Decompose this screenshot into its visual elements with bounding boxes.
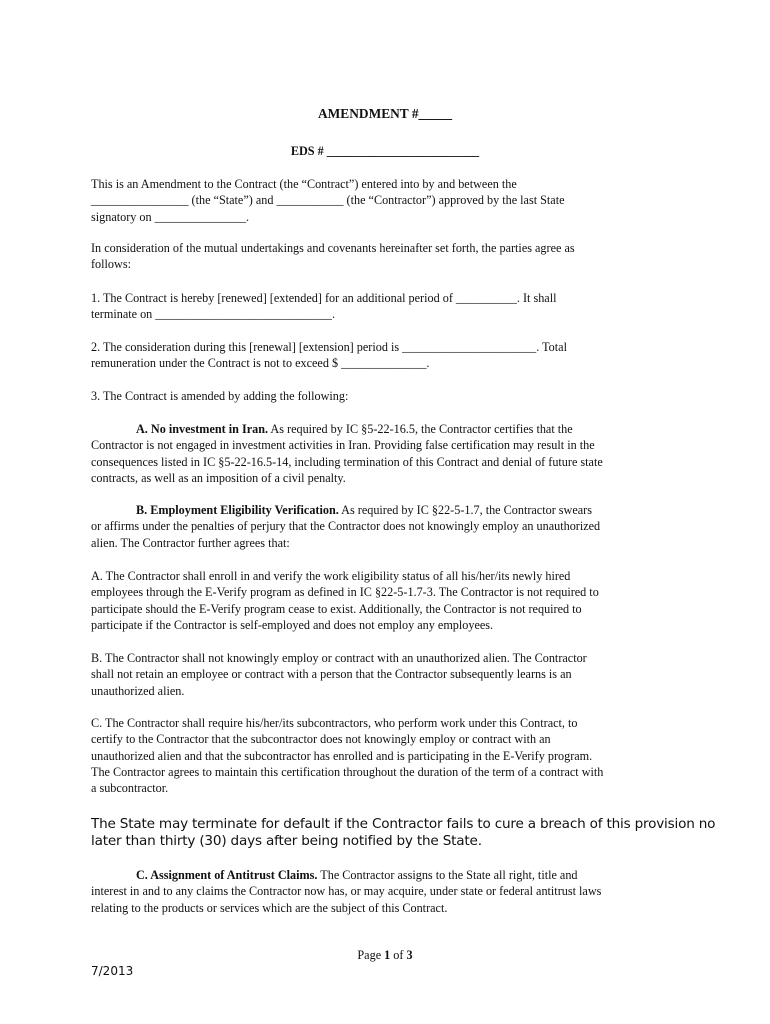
section-c-heading: C. Assignment of Antitrust Claims. [136,868,318,882]
item-2-consideration: 2. The consideration during this [renewal] [extension] period is ______________________. Total remuneration under the Contract is not to exceed $ ______________. [91,340,567,371]
sub-clause-b: B. The Contractor shall not knowingly employ or contract with an unauthorized alien. The Contractor shall not retain an employee or contract with a person that the Contractor subsequently learns is an unauthorized alien. [91,651,587,698]
revision-date: 7/2013 [91,964,134,978]
section-b-everify: B. Employment Eligibility Verification. As required by IC §22-5-1.7, the Contractor swears or affirms under the penalties of perjury that the Contractor does not knowingly employ an unauthorized alien. The Contractor further agrees that: [91,503,601,550]
termination-paragraph: The State may terminate for default if the Contractor fails to cure a breach of this provision no later than thirty (30) days after being notified by the State. [91,816,716,849]
section-c-antitrust: C. Assignment of Antitrust Claims. The Contractor assigns to the State all right, title and interest in and to any claims the Contractor now has, or may acquire, under state or federal antitrust laws relating to the products or services which are the subject of this Contract. [91,868,602,915]
intro-paragraph: This is an Amendment to the Contract (the “Contract”) entered into by and between the ________________ (the “State”) and ___________ (the “Contractor”) approved by the last State signatory on _______________. [91,177,565,224]
section-a-heading: A. No investment in Iran. [136,422,269,436]
section-b-heading: B. Employment Eligibility Verification. [136,503,339,517]
amendment-title: AMENDMENT #_____ [317,106,453,121]
section-a-iran: A. No investment in Iran. As required by IC §5-22-16.5, the Contractor certifies that the Contractor is not engaged in investment activities in Iran. Providing false certification may result in the consequences listed in IC §5-22-16.5-14, including termination of this Contract and denial of future state contracts, as well as an imposition of a civil penalty. [91,422,603,485]
item-1-renewal: 1. The Contract is hereby [renewed] [extended] for an additional period of __________. It shall terminate on _____________________________. [91,291,557,322]
page-number: Page 1 of 3 [357,948,413,962]
consideration-paragraph: In consideration of the mutual undertakings and covenants hereinafter set forth, the parties agree as follows: [91,241,575,272]
eds-number: EDS # _________________________ [290,144,480,158]
sub-clause-a: A. The Contractor shall enroll in and verify the work eligibility status of all his/her/its newly hired employees through the E-Verify program as defined in IC §22-5-1.7-3. The Contractor is not required to participate should the E-Verify program cease to exist. Additionally, the Contractor is not required to participate if the Contractor is self-employed and does not employ any employees. [91,569,599,632]
item-3-amended: 3. The Contract is amended by adding the following: [91,389,349,403]
sub-clause-c: C. The Contractor shall require his/her/its subcontractors, who perform work under this Contract, to certify to the Contractor that the subcontractor does not knowingly employ or contract with an unauthorized alien and that the subcontractor has enrolled and is participating in the E-Verify program. The Contractor agrees to maintain this certification throughout the duration of the term of a contract with a subcontractor. [91,716,604,796]
